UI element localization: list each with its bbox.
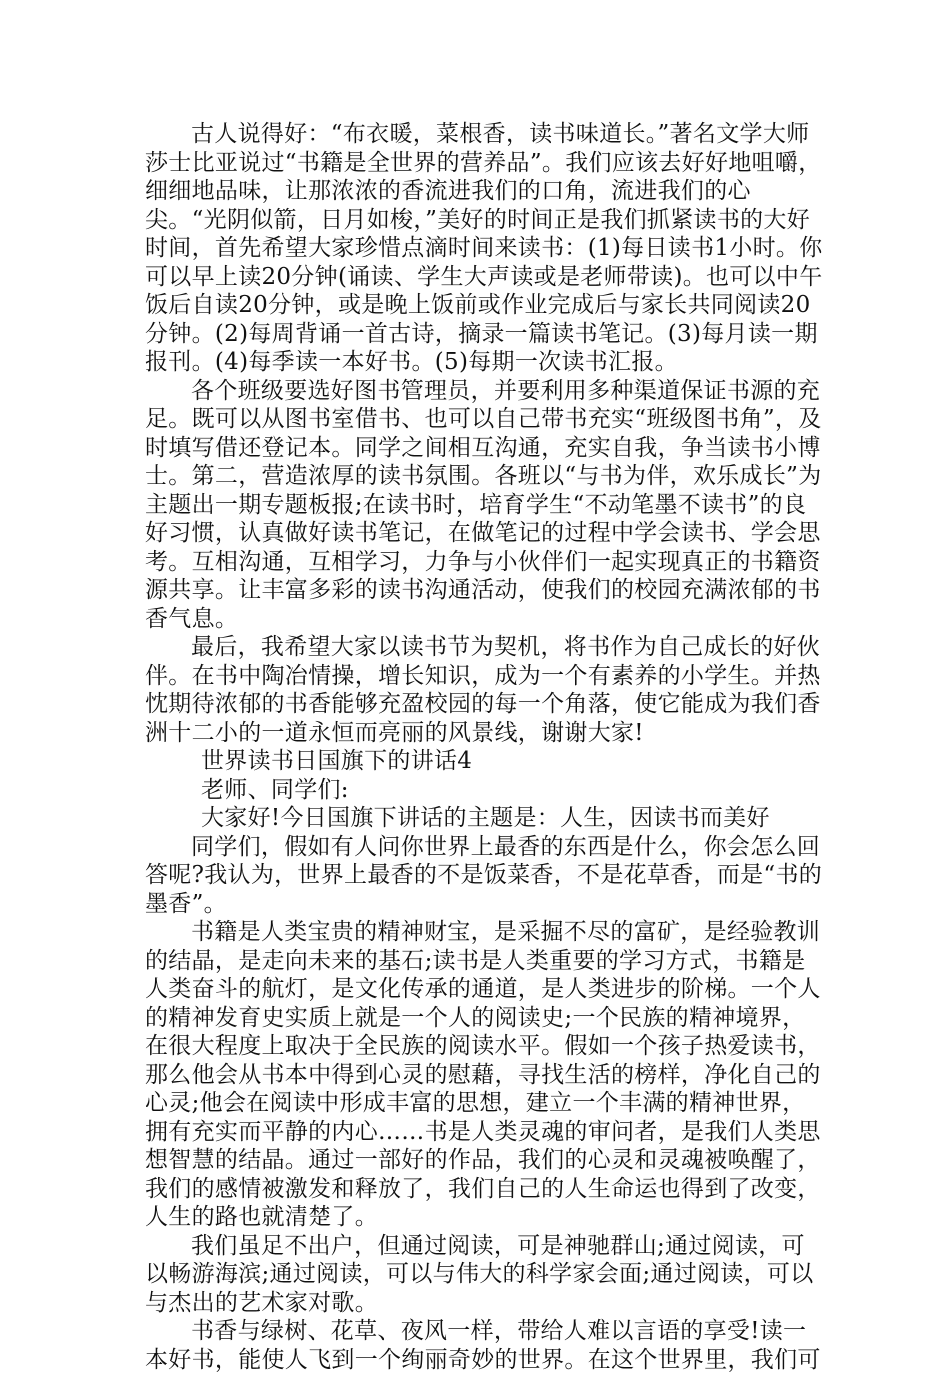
paragraph: 书香与绿树、花草、夜风一样，带给人难以言语的享受!读一本好书，能使人飞到一个绚丽奇妙的世界。在这个世界里，我们可 [145, 1318, 821, 1373]
paragraph: 书籍是人类宝贵的精神财宝，是采掘不尽的富矿，是经验教训的结晶，是走向未来的基石;读书是人类重要的学习方式，书籍是人类奋斗的航灯，是文化传承的通道，是人类进步的阶梯。一个人的精神发育史实质上就是一个人的阅读史;一个民族的精神境界，在很大程度上取决于全民族的阅读水平。假如一个孩子热爱读书，那么他会从书本中得到心灵的慰藉，寻找生活的榜样，净化自己的心灵;他会在阅读中形成丰富的思想，建立一个丰满的精神世界，拥有充实而平静的内心……书是人类灵魂的审问者，是我们人类思想智慧的结晶。通过一部好的作品，我们的心灵和灵魂被唤醒了，我们的感情被激发和释放了，我们自己的人生命运也得到了改变，人生的路也就清楚了。 [145, 919, 821, 1230]
paragraph: 同学们，假如有人问你世界上最香的东西是什么，你会怎么回答呢?我认为，世界上最香的不是饭菜香，不是花草香，而是“书的墨香”。 [145, 833, 823, 917]
paragraph: 古人说得好：“布衣暖，菜根香，读书味道长。”著名文学大师莎士比亚说过“书籍是全世界的营养品”。我们应该去好好地咀嚼，细细地品味，让那浓浓的香流进我们的口角，流进我们的心尖。“光阴似箭，日月如梭，”美好的时间正是我们抓紧读书的大好时间，首先希望大家珍惜点滴时间来读书：(1)每日读书1小时。你可以早上读20分钟(诵读、学生大声读或是老师带读)。也可以中午饭后自读20分钟，或是晚上饭前或作业完成后与家长共同阅读20分钟。(2)每周背诵一首古诗，摘录一篇读书笔记。(3)每月读一期报刊。(4)每季读一本好书。(5)每期一次读书汇报。 [145, 121, 823, 375]
paragraph: 最后，我希望大家以读书节为契机，将书作为自己成长的好伙伴。在书中陶冶情操，增长知识，成为一个有素养的小学生。并热忱期待浓郁的书香能够充盈校园的每一个角落，使它能成为我们香洲十二小的一道永恒而亮丽的风景线，谢谢大家! [145, 634, 821, 746]
paragraph: 我们虽足不出户，但通过阅读，可是神驰群山;通过阅读，可以畅游海滨;通过阅读，可以与伟大的科学家会面;通过阅读，可以与杰出的艺术家对歌。 [145, 1232, 814, 1316]
section-heading: 世界读书日国旗下的讲话4 [201, 748, 473, 774]
greeting-line: 大家好!今日国旗下讲话的主题是：人生，因读书而美好 [201, 805, 770, 831]
paragraph: 各个班级要选好图书管理员，并要利用多种渠道保证书源的充足。既可以从图书室借书、也可以自己带书充实“班级图书角”，及时填写借还登记本。同学之间相互沟通，充实自我，争当读书小博士。第二，营造浓厚的读书氛围。各班以“与书为伴，欢乐成长”为主题出一期专题板报;在读书时，培育学生“不动笔墨不读书”的良好习惯，认真做好读书笔记，在做笔记的过程中学会读书、学会思考。互相沟通，互相学习，力争与小伙伴们一起实现真正的书籍资源共享。让丰富多彩的读书沟通活动，使我们的校园充满浓郁的书香气息。 [145, 377, 822, 632]
salutation: 老师、同学们: [201, 776, 349, 803]
document-page [145, 120, 825, 1374]
